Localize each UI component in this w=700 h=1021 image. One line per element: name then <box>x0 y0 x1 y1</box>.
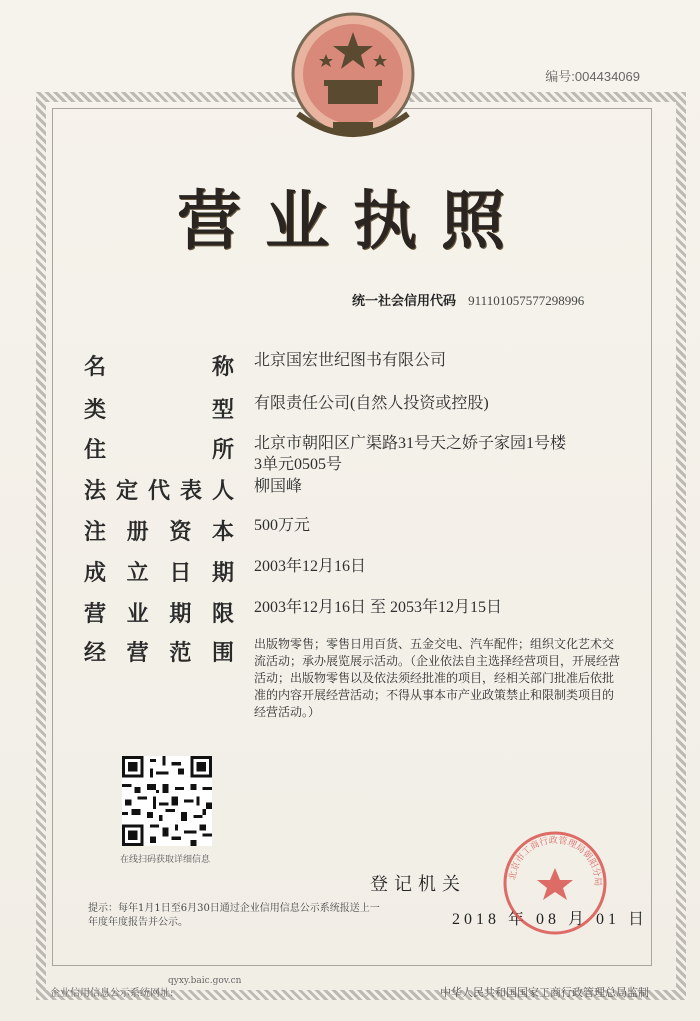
field-established-label: 成 立 日 期 <box>84 561 234 586</box>
official-stamp <box>500 828 610 938</box>
field-name-label: 名 称 <box>84 355 234 380</box>
credit-code-value: 911101057577298996 <box>468 293 585 308</box>
field-scope-value: 出版物零售；零售日用百货、五金交电、汽车配件；组织文化艺术交流活动；承办展览展示活动。（企业依法自主选择经营项目，开展经营活动；出版物零售以及依法须经批准的项目，经相关部门批准后依批准的内容开展经营活动；不得从事本市产业政策禁止和限制类项目的经营活动。） <box>254 637 621 719</box>
serial-value: 004434069 <box>574 69 640 84</box>
qr-caption: 在线扫码获取详细信息 <box>120 855 211 865</box>
field-capital-label: 注 册 资 本 <box>84 520 234 545</box>
field-legal-rep-value: 柳国峰 <box>254 478 303 495</box>
footer-url: qyxy.baic.gov.cn <box>168 976 242 986</box>
field-type-label: 类 型 <box>84 398 234 423</box>
field-scope-label: 经 营 范 围 <box>84 641 234 666</box>
serial-number <box>545 66 640 85</box>
field-capital-value: 500万元 <box>254 517 311 534</box>
reporting-note: 提示：每年1月1日至6月30日通过企业信用信息公示系统报送上一年度年度报告并公示。 <box>88 903 380 928</box>
field-address-label: 住 所 <box>84 438 234 463</box>
credit-code-label: 统一社会信用代码 <box>352 294 457 309</box>
serial-label: 编号: <box>545 69 575 84</box>
registration-authority-label: 登记机关 <box>370 874 466 895</box>
footer-system-label: 企业信用信息公示系统网址: <box>50 988 174 999</box>
credit-code <box>352 290 584 309</box>
document-title: 营业执照 <box>177 184 529 259</box>
field-legal-rep-label: 法 定 代 表 人 <box>84 479 234 504</box>
registration-date: 2018 年 08 月 01 日 <box>452 911 649 928</box>
field-address-value: 北京市朝阳区广渠路31号天之娇子家园1号楼 3单元0505号 <box>254 435 567 473</box>
svg-text:北京市工商行政管理局朝阳分局: 北京市工商行政管理局朝阳分局 <box>507 835 603 887</box>
field-name-value: 北京国宏世纪图书有限公司 <box>254 352 447 369</box>
national-emblem-icon <box>288 4 418 154</box>
qr-code <box>122 756 212 846</box>
field-type-value: 有限责任公司(自然人投资或控股) <box>254 395 489 412</box>
field-term-label: 营 业 期 限 <box>84 602 234 627</box>
field-established-value: 2003年12月16日 <box>254 558 367 575</box>
field-term-value: 2003年12月16日 至 2053年12月15日 <box>254 599 503 616</box>
footer-supervisor: 中华人民共和国国家工商行政管理总局监制 <box>440 986 649 999</box>
